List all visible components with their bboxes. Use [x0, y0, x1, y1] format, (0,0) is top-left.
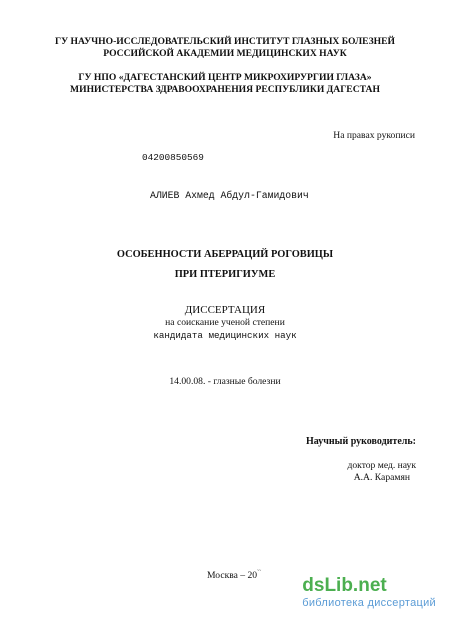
- dissertation-title-line-1: ОСОБЕННОСТИ АБЕРРАЦИЙ РОГОВИЦЫ: [116, 249, 334, 260]
- supervisor-degree: доктор мед. наук: [347, 460, 416, 471]
- organization-line-2: МИНИСТЕРСТВА ЗДРАВООХРАНЕНИЯ РЕСПУБЛИКИ ДАГЕСТАН: [70, 84, 380, 95]
- dissertation-label: ДИССЕРТАЦИЯ: [184, 304, 266, 316]
- organization-line-1: ГУ НПО «ДАГЕСТАНСКИЙ ЦЕНТР МИКРОХИРУРГИИ ГЛАЗА»: [78, 72, 372, 83]
- rights-note: На правах рукописи: [333, 130, 415, 141]
- dissertation-title-line-2: ПРИ ПТЕРИГИУМЕ: [174, 269, 276, 280]
- author-name: АЛИЕВ Ахмед Абдул-Гамидович: [150, 190, 309, 201]
- degree-line-2: кандидата медицинских наук: [153, 330, 297, 341]
- supervisor-name: А.А. Карамян: [353, 472, 410, 483]
- watermark-logo: dsLib.net: [302, 575, 387, 596]
- year-smudge-icon: ˜˜: [257, 570, 262, 576]
- city-year-text: Москва – 20: [207, 570, 258, 581]
- degree-line-1: на соискание ученой степени: [165, 317, 285, 328]
- watermark-subtitle: библиотека диссертаций: [302, 597, 436, 609]
- specialty-code: 14.00.08. - глазные болезни: [169, 376, 281, 387]
- watermark: [302, 575, 436, 610]
- document-number: 04200850569: [142, 152, 204, 163]
- city-year: [207, 567, 261, 582]
- institute-line-2: РОССИЙСКОЙ АКАДЕМИИ МЕДИЦИНСКИХ НАУК: [103, 48, 347, 59]
- institute-line-1: ГУ НАУЧНО-ИССЛЕДОВАТЕЛЬСКИЙ ИНСТИТУТ ГЛАЗНЫХ БОЛЕЗНЕЙ: [54, 36, 396, 47]
- supervisor-label: Научный руководитель:: [306, 436, 416, 447]
